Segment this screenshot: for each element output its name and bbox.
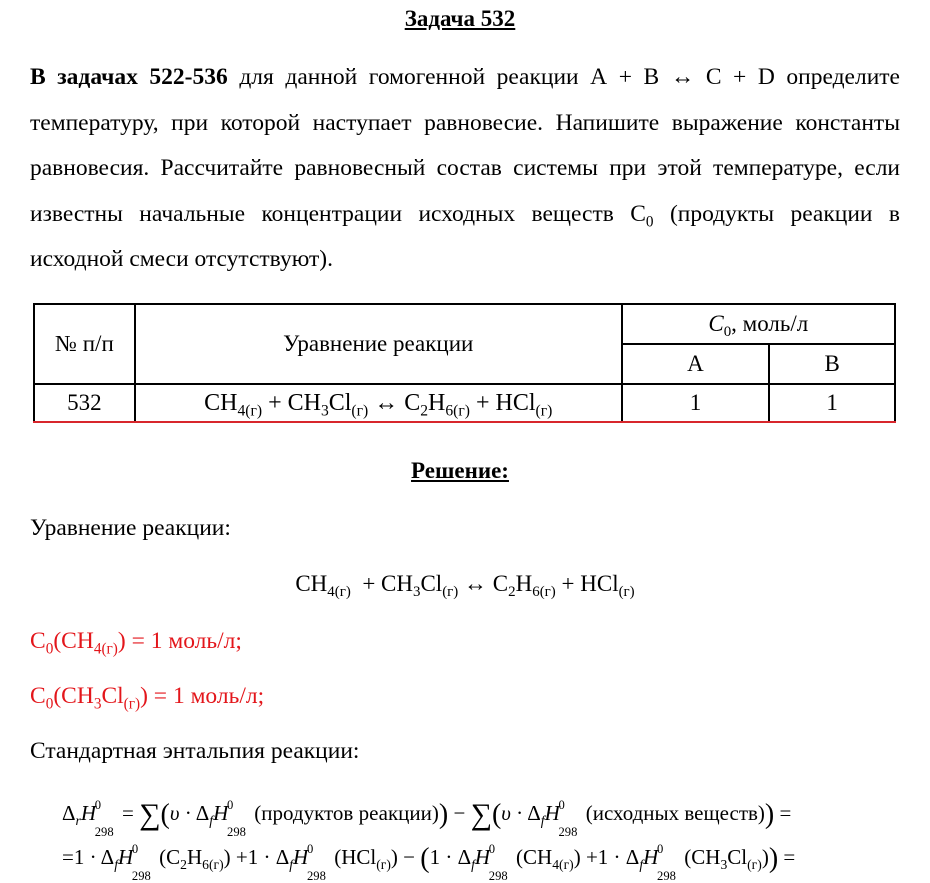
task-bold-lead: В задачах 522-536	[30, 64, 228, 90]
enthalpy-formula-general: $\Delta_rH$ 0 298 = $\sum(\upsilon \cdot \Delta_fH$ 0 298 (продуктов реакции)) − $\sum(\upsilon \cdot \Delta_fH$ 0 298 (исходных веществ)) =	[62, 798, 792, 840]
task-statement	[30, 55, 900, 283]
task-title: Задача 532	[404, 6, 516, 31]
initial-conc-ch4: $C_0(CH_{4(г)}) = 1$ моль/л;	[30, 628, 242, 658]
reaction-table	[33, 303, 896, 423]
header-equation: Уравнение реакции	[135, 304, 622, 384]
row-num: 532	[34, 384, 135, 422]
header-concentration: $C_0$, моль/л	[622, 304, 895, 344]
header-num: № п/п	[34, 304, 135, 384]
task-text-end: (продукты реакции в исходной смеси отсутствуют).	[30, 200, 900, 272]
row-conc-b: 1	[769, 384, 895, 422]
task-text: для данной гомогенной реакции А + В ↔ С + D определите температуру, при которой наступает равновесие. Напишите выражение константы равновесия. Рассчитайте равновесный состав системы при этой температуре, если известны начальные концентрации исходных веществ С	[30, 64, 900, 227]
enthalpy-label: Стандартная энтальпия реакции:	[30, 738, 360, 764]
row-conc-a: 1	[622, 384, 770, 422]
header-col-b: В	[769, 344, 895, 384]
header-col-a: А	[622, 344, 770, 384]
reaction-equation: $CH_{4(г)} + CH_3Cl_{(г)}$ ↔ $C_2H_{6(г)} + HCl_{(г)}$	[295, 571, 635, 601]
row-equation: $CH_{4(г)} + CH_3Cl_{(г)}$ ↔ $C_2H_{6(г)} + HCl_{(г)}$	[135, 384, 622, 422]
solution-title: Решение:	[411, 458, 509, 483]
task-text-sub: 0	[645, 212, 654, 230]
initial-conc-ch3cl: $C_0(CH_3Cl_{(г)}) = 1$ моль/л;	[30, 683, 265, 713]
enthalpy-formula-specific: $=1 \cdot \Delta_fH$ 0 298 $(C_2H_{6(г)}) +1 \cdot \Delta_fH$ 0 298 $(HCl_{(г)}) - (1 \cdot \Delta_fH$ 0 298 $(CH_{4(г)}) +1 \cdot \Delta_fH$ 0 298 $(CH_3Cl_{(г)})$) =	[62, 842, 796, 883]
equation-label: Уравнение реакции:	[30, 515, 231, 541]
